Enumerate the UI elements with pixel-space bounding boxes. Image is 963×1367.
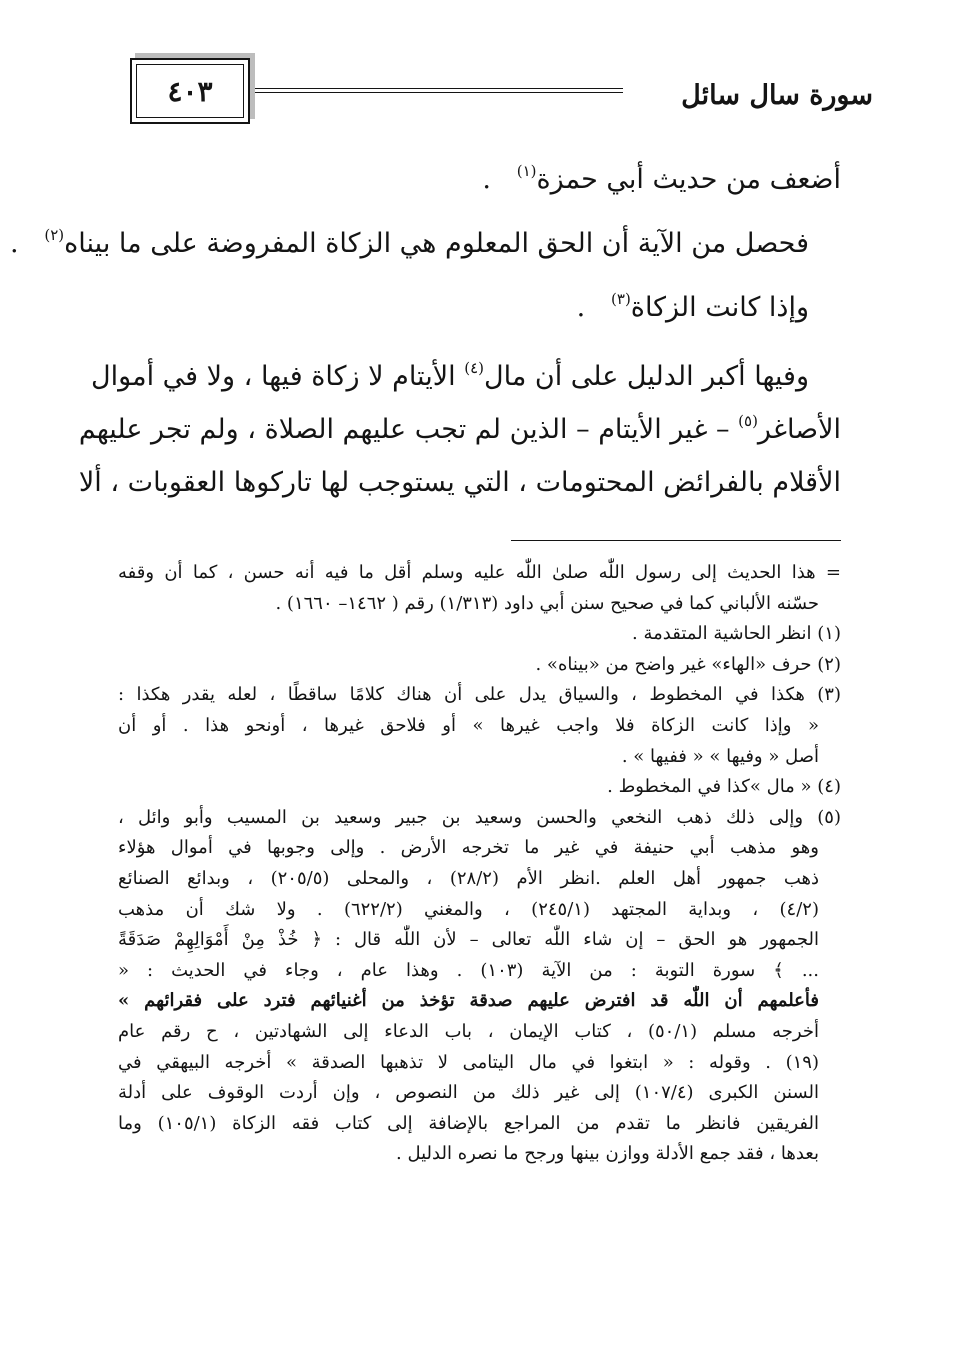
footnote-line: « وإذا كانت الزكاة فلا واجب غيرها » أو فلاحق غيرها ، أونحو هذا . أو أن bbox=[118, 714, 819, 736]
footnote-marker: (٤) bbox=[464, 359, 484, 377]
footnote-line: (١٩) . وقوله : « ابتغوا في مال اليتامى لا تذهبها الصدقة » أخرجه البيهقي في bbox=[118, 1051, 819, 1073]
footnote-line: ذهب جمهور أهل العلم .انظر الأم (٢٨/٢) ، والمحلى (٢٠٥/٥) ، وبدائع الصنائع bbox=[118, 867, 819, 889]
footnote-line: وهو مذهب أبي حنيفة في غير ما تخرجه الأرض . وإلى وجوبها في أموال هؤلاء bbox=[118, 837, 819, 859]
footnote-marker: (٥) bbox=[738, 412, 758, 430]
footnote-line: السنن الكبرى (١٠٧/٤) إلى غير ذلك من النصوص ، وإن أردت الوقوف على أدلة bbox=[118, 1082, 820, 1104]
footnote-line: (٢) حرف «الهاء» غير واضح من «بيناه» . bbox=[535, 653, 841, 675]
footnote-line: الجمهور هو الحق – إن شاء اللّٰه تعالى – لأن اللّٰه قال : ﴿ خُذْ مِنْ أَمْوَالِهِمْ صَدَقَةً bbox=[118, 929, 819, 951]
footnote-line: (٤/٢) ، وبداية المجتهد (٢٤٥/١) ، والمغني (٦٢٢/٢) . ولا شك أن مذهب bbox=[118, 898, 819, 920]
text-line: وإذا كانت الزكاة$^{(٣)}$ . bbox=[576, 290, 809, 323]
footnote-line: فأعلمهم أن اللّٰه قد افترض عليهم صدقة تؤخذ من أغنيائهم فترد على فقرائهم » bbox=[118, 990, 819, 1012]
footnote-line: (٣) هكذا في المخطوط ، والسياق يدل على أن هناك كلامًا ساقطًا ، لعله يقدر هكذا : bbox=[118, 684, 841, 706]
page-number: ٤٠٣ bbox=[136, 64, 244, 118]
footnote-line: (١) انظر الحاشية المتقدمة . bbox=[632, 623, 841, 645]
footnote-line: ... ﴾ سورة التوبة : من الآية (١٠٣) . وهذا عام ، وجاء في الحديث : « bbox=[118, 959, 819, 981]
footnote-separator bbox=[511, 540, 841, 541]
footnotes bbox=[118, 558, 841, 1170]
footnote-line: أصل « وفيها » « ففيها » . bbox=[621, 745, 819, 767]
footnote-line: (٤) « مال »كذا في المخطوط . bbox=[607, 776, 841, 798]
paragraph bbox=[78, 350, 841, 509]
page-header bbox=[130, 58, 873, 128]
footnote-line: الفريقين فانظر ما تقدم من المراجع بالإضافة إلى كتاب فقه الزكاة (١٠٥/١) وما bbox=[118, 1112, 820, 1134]
running-title: سورة سال سائل bbox=[681, 80, 873, 111]
footnote-marker: (٢) bbox=[44, 226, 65, 244]
header-divider bbox=[246, 88, 623, 93]
footnote-line: بعدها ، فقد جمع الأدلة ووازن بينها ورجح ما نصره الدليل . bbox=[396, 1143, 819, 1165]
footnote-marker: (١) bbox=[516, 162, 537, 180]
text-line: أضعف من حديث أبي حمزة$^{(١)}$ . bbox=[482, 162, 841, 195]
text-line: فحصل من الآية أن الحق المعلوم هي الزكاة المفروضة على ما بيناه$^{(٢)}$ . bbox=[10, 226, 809, 259]
footnote-line: حسّنه الألباني كما في صحيح سنن أبي داود (١/٣١٣) رقم ( ١٤٦٢– ١٦٦٠) . bbox=[275, 592, 819, 614]
page-number-frame bbox=[130, 58, 250, 124]
text-line: الأصاغر$^{(٥)}$ – غير الأيتام – الذين لم تجب عليهم الصلاة ، ولم تجر عليهم bbox=[78, 412, 841, 445]
text-line: الأقلام بالفرائض المحتومات ، التي يستوجب لها تاركوها العقوبات ، ألا bbox=[78, 467, 841, 498]
text-line: وفيها أكبر الدليل على أن مال$^{(٤)}$ الأيتام لا زكاة فيها ، ولا في أموال bbox=[91, 359, 809, 392]
footnote-line: (٥) وإلى ذلك ذهب النخعي والحسن وسعيد بن جبير وسعيد بن المسيب وأبو وائل ، bbox=[118, 806, 841, 828]
footnote-line: أخرجه مسلم (٥٠/١) ، كتاب الإيمان ، باب الدعاء إلى الشهادتين ، ح رقم عام bbox=[118, 1020, 819, 1042]
main-text bbox=[10, 148, 841, 509]
footnote-line: = هذا الحديث إلى رسول اللّٰه صلىٰ اللّٰه عليه وسلم أقل ما فيه أنه حسن ، كما أن وقفه bbox=[118, 562, 841, 583]
footnote-marker: (٣) bbox=[611, 290, 631, 308]
